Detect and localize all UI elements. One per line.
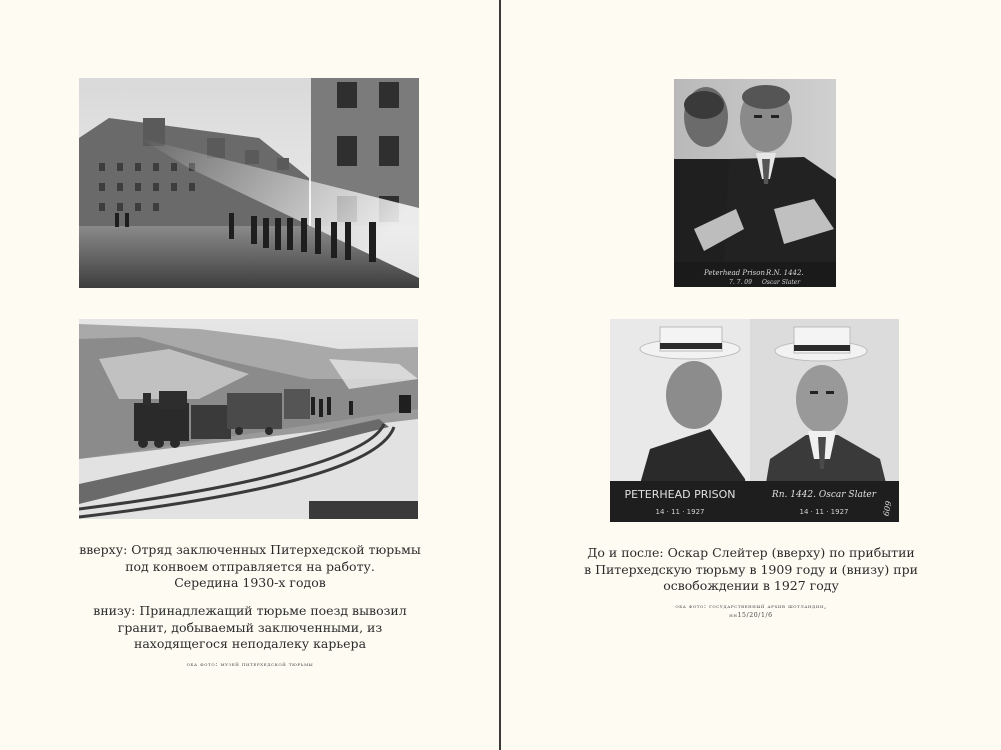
- board-text-1: Peterhead Prison: [704, 269, 765, 277]
- caption-right-line-3: освобождении в 1927 году: [663, 578, 839, 593]
- board-text-3: 7. 7. 09: [729, 279, 752, 286]
- caption-top: [60, 542, 440, 592]
- board-left-title: PETERHEAD PRISON: [624, 488, 736, 501]
- mugshot-1927-photo: [610, 319, 899, 522]
- board-left-date: 14 · 11 · 1927: [655, 508, 705, 516]
- board-text-4: Oscar Slater: [762, 279, 801, 286]
- board-side-number: 609: [881, 500, 894, 517]
- caption-right-line-1: До и после: Оскар Слейтер (вверху) по прибытии: [587, 545, 915, 560]
- caption-bottom: [60, 603, 440, 653]
- photo-credit-right: [561, 602, 941, 620]
- board-right-title: Rn. 1442. Oscar Slater: [771, 490, 877, 500]
- caption-bottom-line-1: внизу: Принадлежащий тюрьме поезд вывозил: [93, 603, 407, 618]
- photo-credit-right-line-2: hh15/20/1/6: [729, 612, 773, 619]
- prison-yard-photo: [79, 78, 419, 288]
- photo-credit-right-line-1: оба фото: государственный архив шотландии,: [675, 603, 827, 610]
- caption-right-line-2: в Питерхедскую тюрьму в 1909 году и (внизу) при: [584, 561, 918, 577]
- caption-top-line-2: под конвоем отправляется на работу.: [125, 558, 375, 574]
- left-page: [0, 0, 499, 750]
- prison-train-photo: [79, 319, 418, 519]
- caption-bottom-line-3: находящегося неподалеку карьера: [133, 636, 367, 651]
- board-right-date: 14 · 11 · 1927: [799, 508, 849, 516]
- caption-bottom-line-2: гранит, добываемый заключенными, из: [117, 619, 383, 635]
- caption-top-line-1: вверху: Отряд заключенных Питерхедской тюрьмы: [79, 542, 421, 557]
- right-page: [501, 0, 1001, 750]
- photo-credit-left: оба фото: музей питерхедской тюрьмы: [186, 661, 314, 668]
- caption-top-line-3: Середина 1930-х годов: [174, 575, 326, 590]
- caption-right: [561, 545, 941, 595]
- board-text-2: R.N. 1442.: [766, 269, 804, 277]
- mugshot-1909-photo: [674, 79, 836, 287]
